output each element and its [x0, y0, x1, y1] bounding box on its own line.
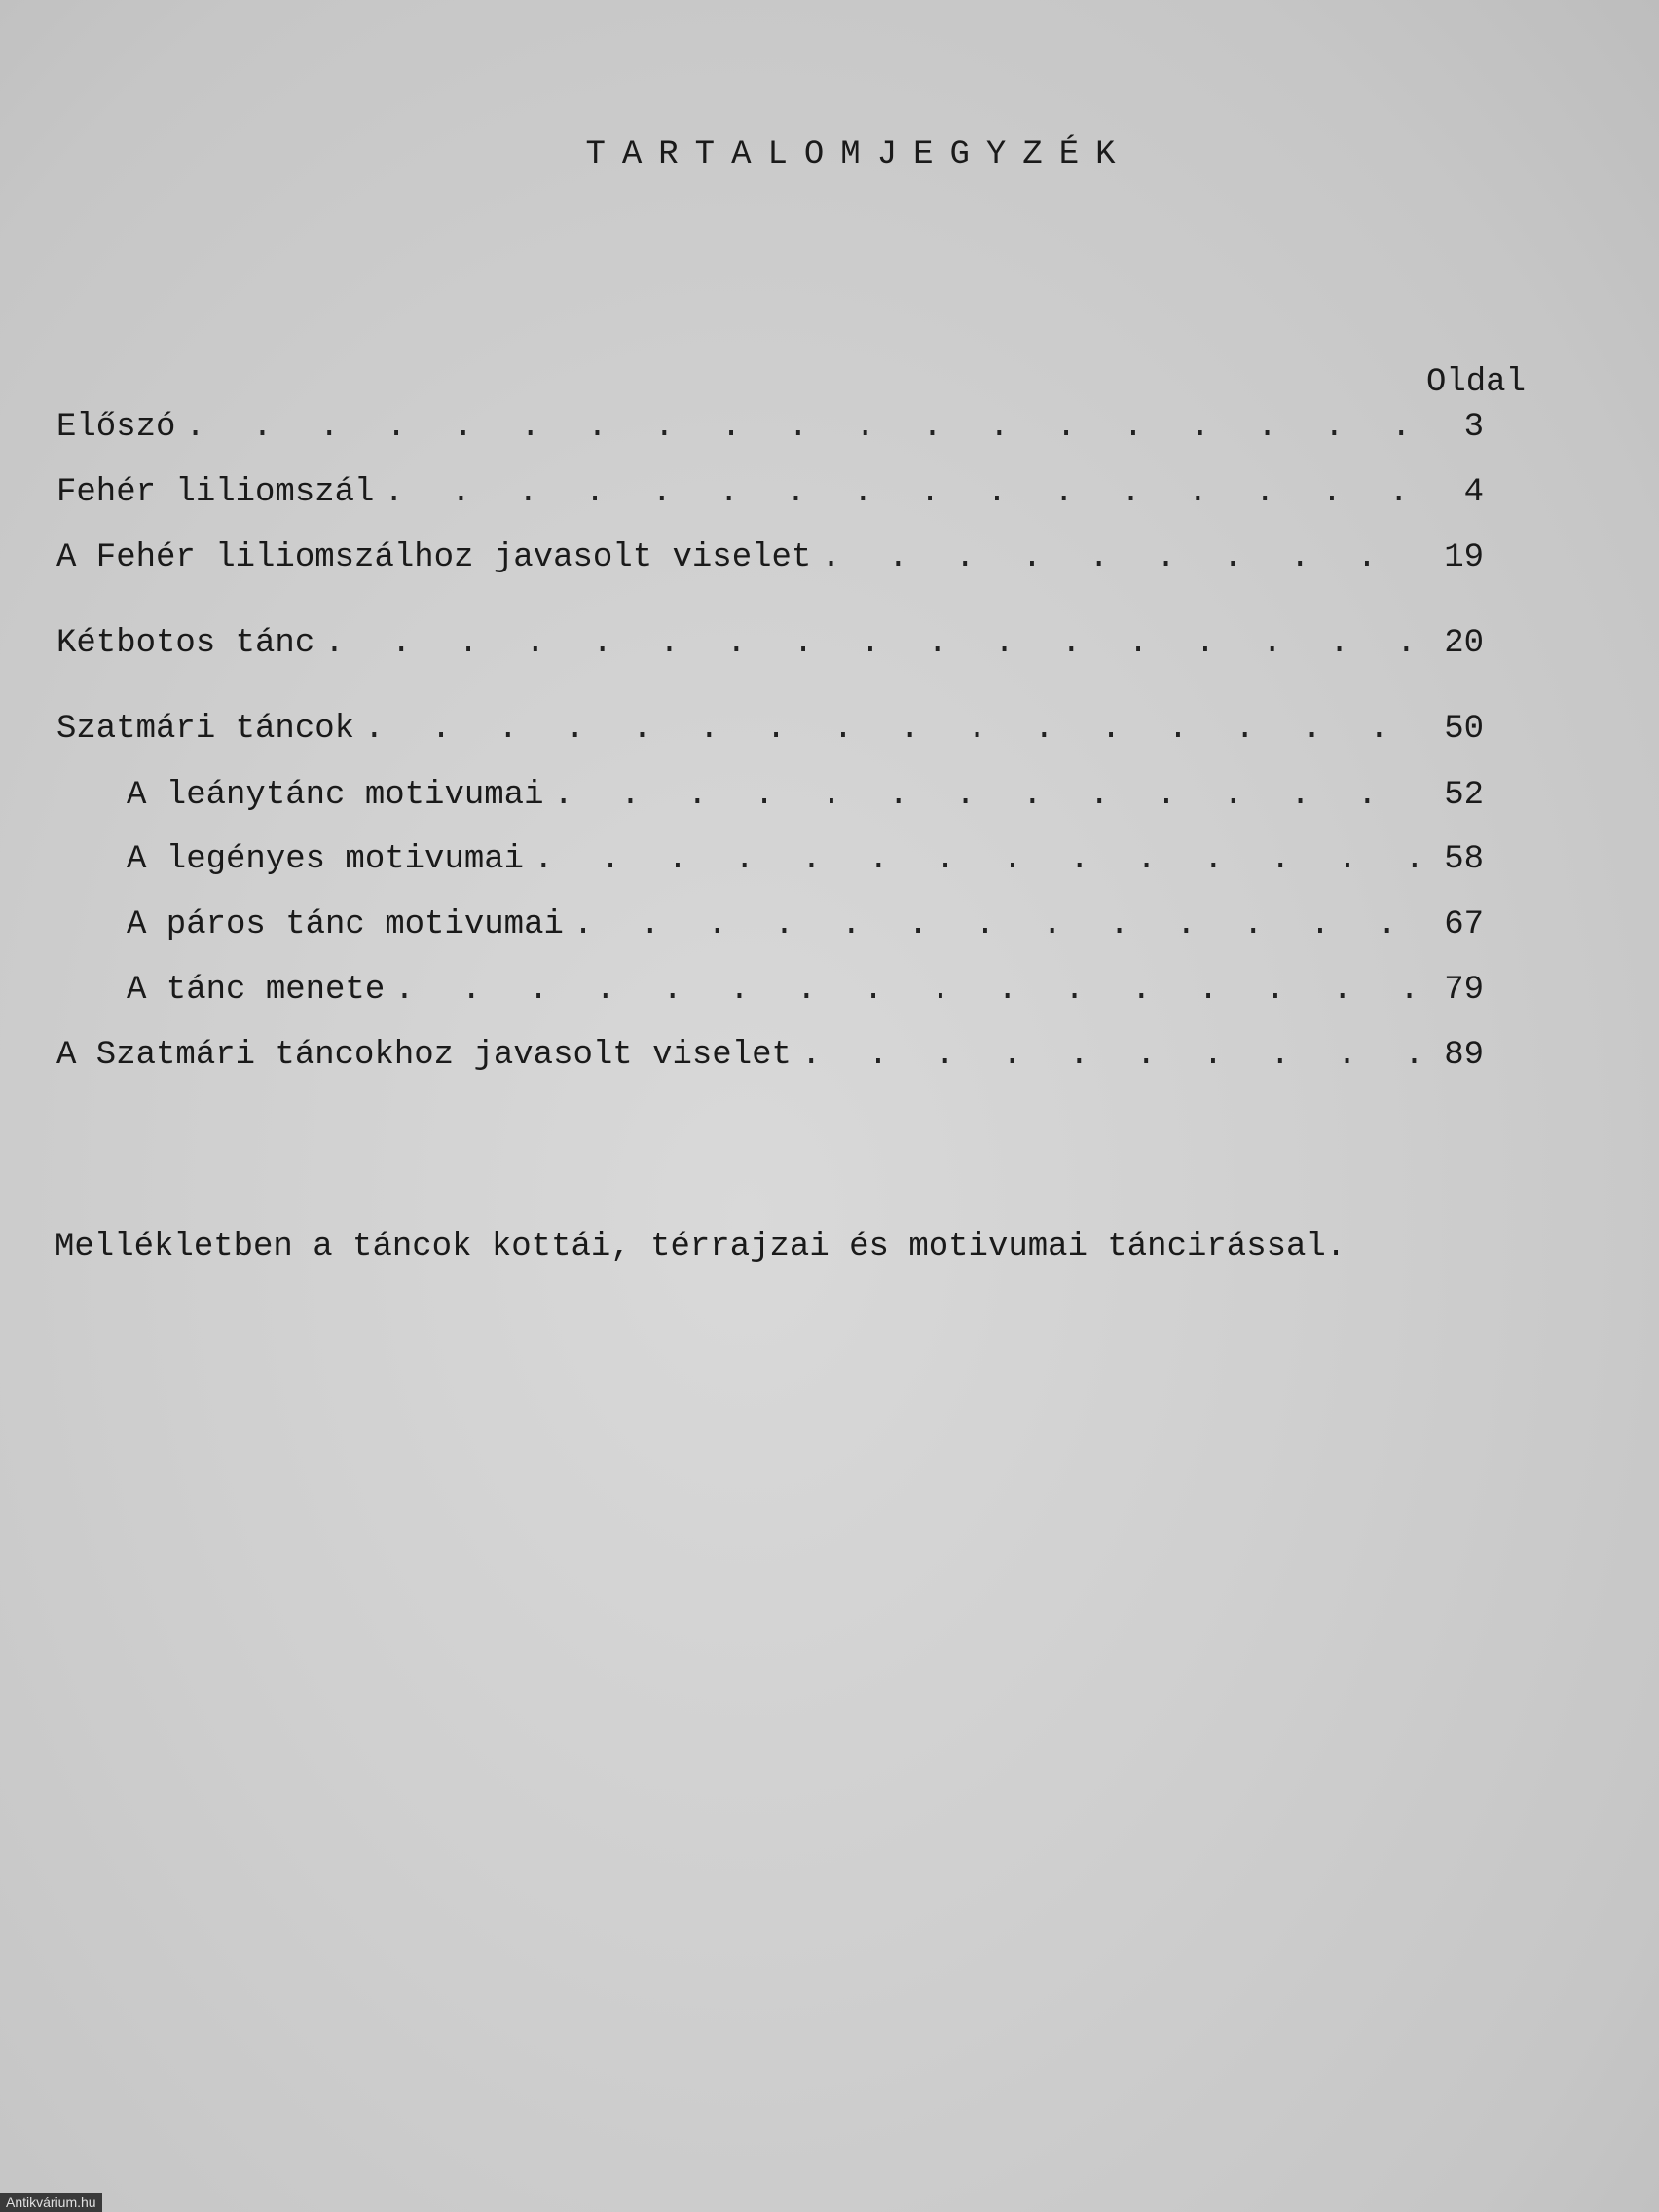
toc-leader-dots	[534, 841, 1419, 878]
toc-entry-page: 19	[1444, 539, 1484, 576]
toc-leader-dots	[324, 625, 1419, 662]
toc-entry-page: 3	[1463, 409, 1484, 446]
toc-subentry	[127, 906, 1484, 943]
toc-entry	[56, 711, 1484, 748]
toc-entry-page: 4	[1463, 474, 1484, 511]
toc-leader-dots	[553, 777, 1419, 814]
toc-entry-page: 67	[1444, 906, 1484, 943]
toc-entry-label: Szatmári táncok	[56, 711, 355, 748]
toc-entry	[56, 539, 1484, 576]
toc-entry-label: A páros tánc motivumai	[127, 906, 564, 943]
toc-entry-label: A Fehér liliomszálhoz javasolt viselet	[56, 539, 812, 576]
toc-entry-page: 52	[1444, 777, 1484, 814]
toc-entry-page: 79	[1444, 972, 1484, 1009]
page-title: TARTALOMJEGYZÉK	[585, 136, 1132, 173]
toc-entry-page: 89	[1444, 1037, 1484, 1074]
toc-entry	[56, 474, 1484, 511]
toc-entry-label: Előszó	[56, 409, 176, 446]
toc-subentry	[127, 841, 1484, 878]
toc-entry-label: Fehér liliomszál	[56, 474, 375, 511]
appendix-note: Mellékletben a táncok kottái, térrajzai és motivumai táncirással.	[55, 1229, 1346, 1266]
toc-leader-dots	[821, 539, 1419, 576]
toc-entry-label: A leánytánc motivumai	[127, 777, 544, 814]
toc-leader-dots	[573, 906, 1419, 943]
toc-entry-page: 58	[1444, 841, 1484, 878]
toc-entry-label: A Szatmári táncokhoz javasolt viselet	[56, 1037, 792, 1074]
toc-leader-dots	[801, 1037, 1419, 1074]
watermark: Antikvárium.hu	[0, 2193, 102, 2212]
toc-leader-dots	[394, 972, 1419, 1009]
toc-subentry	[127, 972, 1484, 1009]
toc-entry	[56, 625, 1484, 662]
toc-entry-page: 50	[1444, 711, 1484, 748]
toc-entry-label: A tánc menete	[127, 972, 386, 1009]
toc-entry	[56, 409, 1484, 446]
toc-entry-page: 20	[1444, 625, 1484, 662]
toc-leader-dots	[364, 711, 1419, 748]
toc-leader-dots	[384, 474, 1419, 511]
toc-leader-dots	[185, 409, 1419, 446]
toc-entry-label: A legényes motivumai	[127, 841, 525, 878]
toc-entry	[56, 1037, 1484, 1074]
page-column-header: Oldal	[1425, 364, 1526, 401]
toc-subentry	[127, 777, 1484, 814]
toc-entry-label: Kétbotos tánc	[56, 625, 315, 662]
